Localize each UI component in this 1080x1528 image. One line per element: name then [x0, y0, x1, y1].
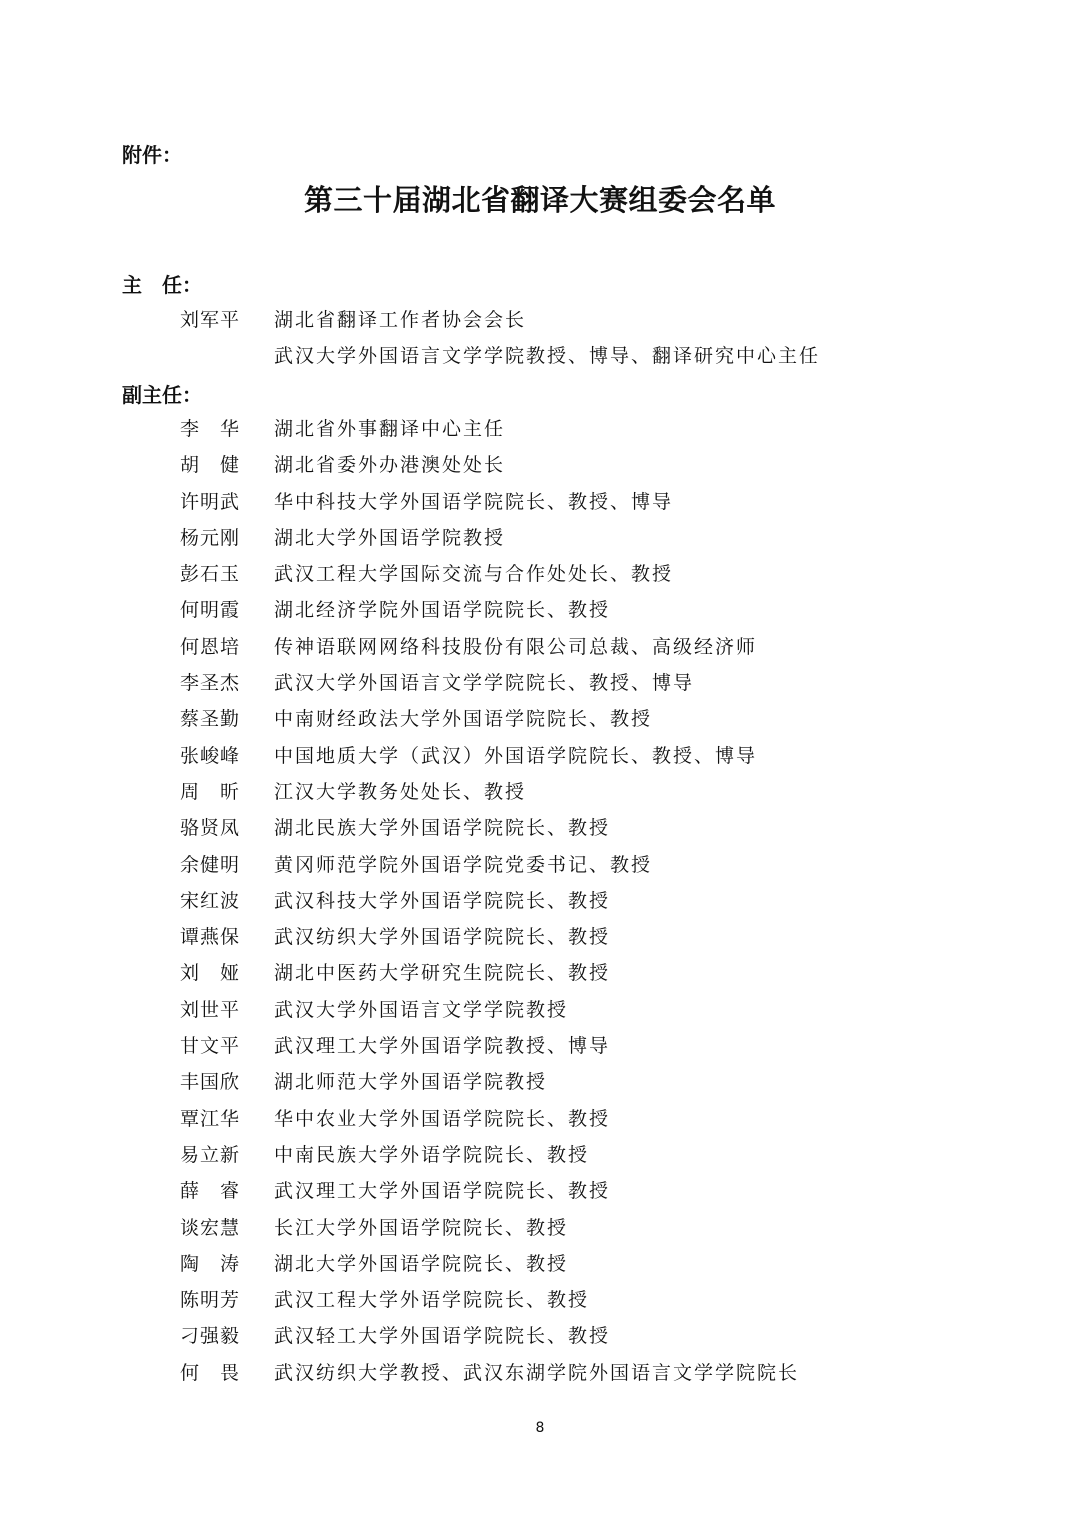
- member-name: 蔡圣勤: [180, 708, 241, 731]
- member-role: 中南财经政法大学外国语学院院长、教授: [274, 708, 653, 731]
- member-name: 何恩培: [180, 635, 241, 658]
- member-name: 胡 健: [180, 454, 241, 477]
- member-name: 刁强毅: [180, 1325, 241, 1348]
- member-role: 武汉理工大学外国语学院教授、博导: [274, 1035, 611, 1058]
- list-item: [0, 665, 1080, 701]
- list-item: [0, 520, 1080, 556]
- member-role: 武汉轻工大学外国语学院院长、教授: [274, 1325, 611, 1348]
- member-name: 杨元刚: [180, 526, 241, 549]
- member-role: 传神语联网网络科技股份有限公司总裁、高级经济师: [274, 635, 758, 658]
- list-item: [0, 810, 1080, 846]
- member-name: 余健明: [180, 853, 241, 876]
- director-list: [0, 302, 1080, 375]
- list-item: [0, 411, 1080, 447]
- member-role: 武汉科技大学外国语学院院长、教授: [274, 889, 611, 912]
- member-role: 华中农业大学外国语学院院长、教授: [274, 1107, 611, 1130]
- member-role: 湖北大学外国语学院院长、教授: [274, 1252, 569, 1275]
- list-item: [0, 592, 1080, 628]
- member-role: 湖北中医药大学研究生院院长、教授: [274, 962, 611, 985]
- member-role: 武汉纺织大学外国语学院院长、教授: [274, 926, 611, 949]
- list-item: [0, 774, 1080, 810]
- list-item: [0, 738, 1080, 774]
- list-item: [0, 1064, 1080, 1100]
- member-name: 何明霞: [180, 599, 241, 622]
- member-role: 湖北省外事翻译中心主任: [274, 418, 506, 440]
- member-role: 武汉大学外国语言文学学院教授: [274, 998, 569, 1021]
- member-role: 湖北省委外办港澳处处长: [274, 454, 506, 477]
- member-name: 易立新: [180, 1143, 241, 1166]
- list-item: [0, 701, 1080, 737]
- member-role: 湖北民族大学外国语学院院长、教授: [274, 817, 611, 840]
- member-name: 陈明芳: [180, 1289, 241, 1312]
- deputy-list: [0, 411, 1080, 1391]
- member-role: 武汉大学外国语言文学学院院长、教授、博导: [274, 672, 695, 695]
- list-item: [0, 556, 1080, 592]
- member-name: 李 华: [180, 418, 241, 440]
- list-item: [0, 447, 1080, 483]
- list-item: [0, 847, 1080, 883]
- list-item: [0, 1318, 1080, 1354]
- member-name: 周 昕: [180, 780, 241, 803]
- member-name: 甘文平: [180, 1035, 241, 1058]
- member-name: 丰国欣: [180, 1071, 241, 1094]
- member-role: 江汉大学教务处处长、教授: [274, 780, 527, 803]
- list-item: [0, 919, 1080, 955]
- member-name: 骆贤凤: [180, 817, 241, 840]
- list-item: [0, 883, 1080, 919]
- attachment-label: 附件：: [122, 143, 182, 167]
- member-role: 武汉工程大学国际交流与合作处处长、教授: [274, 563, 674, 586]
- member-role: 长江大学外国语学院院长、教授: [274, 1216, 569, 1239]
- member-name: 宋红波: [180, 889, 241, 912]
- list-item: [0, 1101, 1080, 1137]
- list-item: [0, 992, 1080, 1028]
- list-item: [0, 1355, 1080, 1391]
- list-item: [0, 1282, 1080, 1318]
- member-role: 华中科技大学外国语学院院长、教授、博导: [274, 490, 674, 513]
- member-name: 何 畏: [180, 1361, 241, 1384]
- member-name: 刘世平: [180, 998, 241, 1021]
- list-item: [0, 629, 1080, 665]
- list-item: [0, 1173, 1080, 1209]
- member-name: 谈宏慧: [180, 1216, 241, 1239]
- document-title: 第三十届湖北省翻译大赛组委会名单: [303, 183, 776, 217]
- list-item: [0, 1210, 1080, 1246]
- section-label-deputy: 副主任：: [122, 383, 202, 407]
- member-role: 湖北省翻译工作者协会会长: [274, 309, 527, 331]
- member-role: 湖北师范大学外国语学院教授: [274, 1071, 548, 1094]
- member-role: 中南民族大学外语学院院长、教授: [274, 1143, 590, 1166]
- list-item: [0, 1028, 1080, 1064]
- member-name: 彭石玉: [180, 563, 241, 586]
- member-role: 黄冈师范学院外国语学院党委书记、教授: [274, 853, 653, 876]
- member-role: 武汉大学外国语言文学学院教授、博导、翻译研究中心主任: [274, 345, 821, 368]
- list-item: [0, 338, 1080, 374]
- member-role: 湖北经济学院外国语学院院长、教授: [274, 599, 611, 622]
- list-item: [0, 1246, 1080, 1282]
- member-name: 谭燕保: [180, 926, 241, 949]
- list-item: [0, 955, 1080, 991]
- section-label-director: 主 任：: [122, 273, 202, 297]
- list-item: [0, 302, 1080, 338]
- member-name: 刘 娅: [180, 962, 241, 985]
- list-item: [0, 1137, 1080, 1173]
- member-role: 中国地质大学（武汉）外国语学院院长、教授、博导: [274, 744, 758, 767]
- member-name: 张峻峰: [180, 744, 241, 767]
- member-name: 陶 涛: [180, 1252, 241, 1275]
- member-name: 覃江华: [180, 1107, 241, 1130]
- member-role: 武汉理工大学外国语学院院长、教授: [274, 1180, 611, 1203]
- member-name: 许明武: [180, 490, 241, 513]
- member-name: 刘军平: [180, 309, 241, 331]
- member-role: 武汉纺织大学教授、武汉东湖学院外国语言文学学院院长: [274, 1361, 800, 1384]
- member-role: 湖北大学外国语学院教授: [274, 526, 506, 549]
- list-item: [0, 484, 1080, 520]
- member-name: 李圣杰: [180, 672, 241, 695]
- page-number: 8: [535, 1420, 545, 1436]
- member-name: 薛 睿: [180, 1180, 241, 1203]
- member-role: 武汉工程大学外语学院院长、教授: [274, 1289, 590, 1312]
